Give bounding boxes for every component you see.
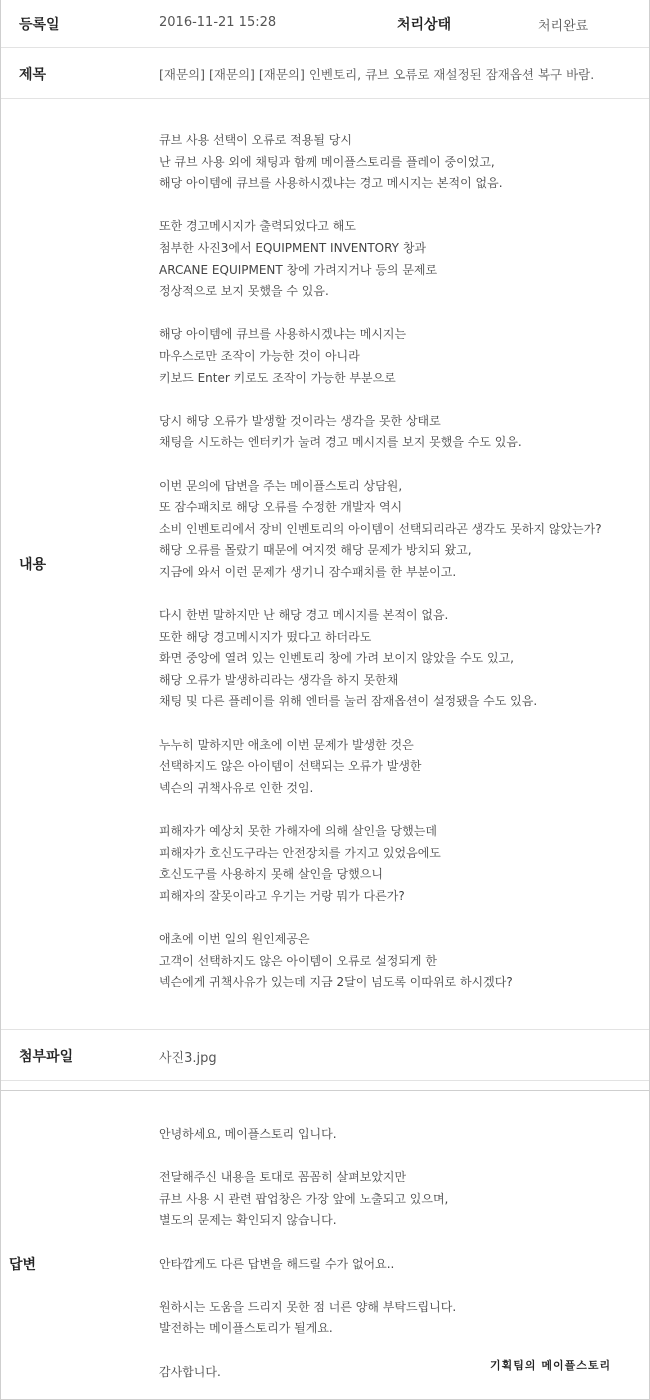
attachment-label: 첨부파일 bbox=[19, 1049, 74, 1065]
text-line: 화면 중앙에 열려 있는 인벤토리 창에 가려 보이지 않았을 수도 있고, bbox=[159, 651, 514, 666]
text-line: 넥슨에게 귀책사유가 있는데 지금 2달이 넘도록 이따위로 하시겠다? bbox=[159, 975, 513, 990]
text-line: 마우스로만 조작이 가능한 것이 아니라 bbox=[159, 348, 360, 363]
attachment-file-link[interactable]: 사진3.jpg bbox=[159, 1051, 217, 1066]
content-label: 내용 bbox=[19, 557, 47, 573]
text-line: 난 큐브 사용 외에 채팅과 함께 메이플스토리를 플레이 중이었고, bbox=[159, 154, 495, 169]
text-line: 다시 한번 말하지만 난 해당 경고 메시지를 본적이 없음. bbox=[159, 608, 449, 623]
text-line: 채팅 및 다른 플레이를 위해 엔터를 눌러 잠재옵션이 설정됐을 수도 있음. bbox=[159, 694, 538, 709]
date-value: 2016-11-21 15:28 bbox=[159, 15, 277, 30]
text-line: 선택하지도 않은 아이템이 선택되는 오류가 발생한 bbox=[159, 759, 422, 774]
text-line: 또한 경고메시지가 출력되었다고 해도 bbox=[159, 219, 356, 234]
text-line: 큐브 사용 시 관련 팝업창은 가장 앞에 노출되고 있으며, bbox=[159, 1191, 449, 1206]
blank-line bbox=[159, 1232, 639, 1254]
text-line: 해당 아이템에 큐브를 사용하시겠냐는 경고 메시지는 본적이 없음. bbox=[159, 176, 503, 191]
blank-line bbox=[159, 907, 639, 929]
status-value: 처리완료 bbox=[538, 19, 589, 34]
text-line: 또한 해당 경고메시지가 떴다고 하더라도 bbox=[159, 629, 372, 644]
attachment-row bbox=[1, 1030, 649, 1081]
blank-line bbox=[159, 583, 639, 605]
blank-line bbox=[159, 1146, 639, 1168]
blank-line bbox=[159, 1275, 639, 1297]
text-line: 당시 해당 오류가 발생할 것이라는 생각을 못한 상태로 bbox=[159, 413, 441, 428]
text-line: 피해자가 호신도구라는 안전장치를 가지고 있었음에도 bbox=[159, 845, 441, 860]
text-line: 별도의 문제는 확인되지 않습니다. bbox=[159, 1213, 337, 1228]
status-label: 처리상태 bbox=[397, 17, 452, 33]
subject-label: 제목 bbox=[19, 67, 47, 83]
text-line: 고객이 선택하지도 않은 아이템이 오류로 설정되게 한 bbox=[159, 953, 437, 968]
text-line: 해당 아이템에 큐브를 사용하시겠냐는 메시지는 bbox=[159, 327, 407, 342]
text-line: 또 잠수패치로 해당 오류를 수정한 개발자 역시 bbox=[159, 500, 403, 515]
text-line: 이번 문의에 답변을 주는 메이플스토리 상담원, bbox=[159, 478, 403, 493]
text-line: ARCANE EQUIPMENT 창에 가려지거나 등의 문제로 bbox=[159, 262, 438, 277]
text-line: 키보드 Enter 키로도 조작이 가능한 부분으로 bbox=[159, 370, 396, 385]
text-line: 해당 오류를 몰랐기 때문에 여지껏 해당 문제가 방치되 왔고, bbox=[159, 543, 472, 558]
content-row bbox=[1, 99, 649, 1030]
text-line: 안타깝게도 다른 답변을 해드릴 수가 없어요.. bbox=[159, 1256, 395, 1271]
subject-value: [재문의] [재문의] [재문의] 인벤토리, 큐브 오류로 재설정된 잠재옵션 복구 바람. bbox=[159, 67, 595, 82]
text-line: 안녕하세요, 메이플스토리 입니다. bbox=[159, 1127, 337, 1141]
text-line: 채팅을 시도하는 엔터키가 눌려 경고 메시지를 보지 못했을 수도 있음. bbox=[159, 435, 522, 450]
text-line: 넥슨의 귀책사유로 인한 것임. bbox=[159, 780, 314, 795]
text-line: 전달해주신 내용을 토대로 꼼꼼히 살펴보았지만 bbox=[159, 1170, 407, 1185]
reply-body bbox=[159, 1124, 639, 1383]
blank-line bbox=[159, 195, 639, 217]
text-line: 원하시는 도움을 드리지 못한 점 너른 양해 부탁드립니다. bbox=[159, 1299, 457, 1314]
subject-row bbox=[1, 48, 649, 99]
text-line: 해당 오류가 발생하리라는 생각을 하지 못한채 bbox=[159, 672, 399, 687]
text-line: 큐브 사용 선택이 오류로 적용될 당시 bbox=[159, 133, 352, 147]
text-line: 첨부한 사진3에서 EQUIPMENT INVENTORY 창과 bbox=[159, 240, 427, 255]
text-line: 애초에 이번 일의 원인제공은 bbox=[159, 931, 310, 946]
text-line: 호신도구를 사용하지 못해 살인을 당했으니 bbox=[159, 867, 383, 882]
blank-line bbox=[159, 799, 639, 821]
watermark: 기획팀의 메이플스토리 bbox=[490, 1359, 612, 1372]
text-line: 감사합니다. bbox=[159, 1364, 221, 1379]
content-body bbox=[159, 130, 639, 994]
date-label: 등록일 bbox=[19, 17, 60, 33]
blank-line bbox=[159, 713, 639, 735]
text-line: 소비 인벤토리에서 장비 인벤토리의 아이템이 선택되리라곤 생각도 못하지 않았는가? bbox=[159, 521, 602, 536]
text-line: 누누히 말하지만 애초에 이번 문제가 발생한 것은 bbox=[159, 737, 414, 752]
text-line: 발전하는 메이플스토리가 될게요. bbox=[159, 1321, 333, 1336]
header-row bbox=[1, 0, 649, 48]
text-line: 지금에 와서 이런 문제가 생기니 잠수패치를 한 부분이고. bbox=[159, 564, 457, 579]
reply-label: 답변 bbox=[9, 1257, 37, 1273]
text-line: 정상적으로 보지 못했을 수 있음. bbox=[159, 284, 329, 299]
text-line: 피해자가 예상치 못한 가해자에 의해 살인을 당했는데 bbox=[159, 824, 437, 838]
blank-line bbox=[159, 389, 639, 411]
reply-row bbox=[1, 1091, 649, 1399]
text-line: 피해자의 잘못이라고 우기는 거랑 뭐가 다른가? bbox=[159, 888, 405, 903]
blank-line bbox=[159, 303, 639, 325]
blank-line bbox=[159, 454, 639, 476]
